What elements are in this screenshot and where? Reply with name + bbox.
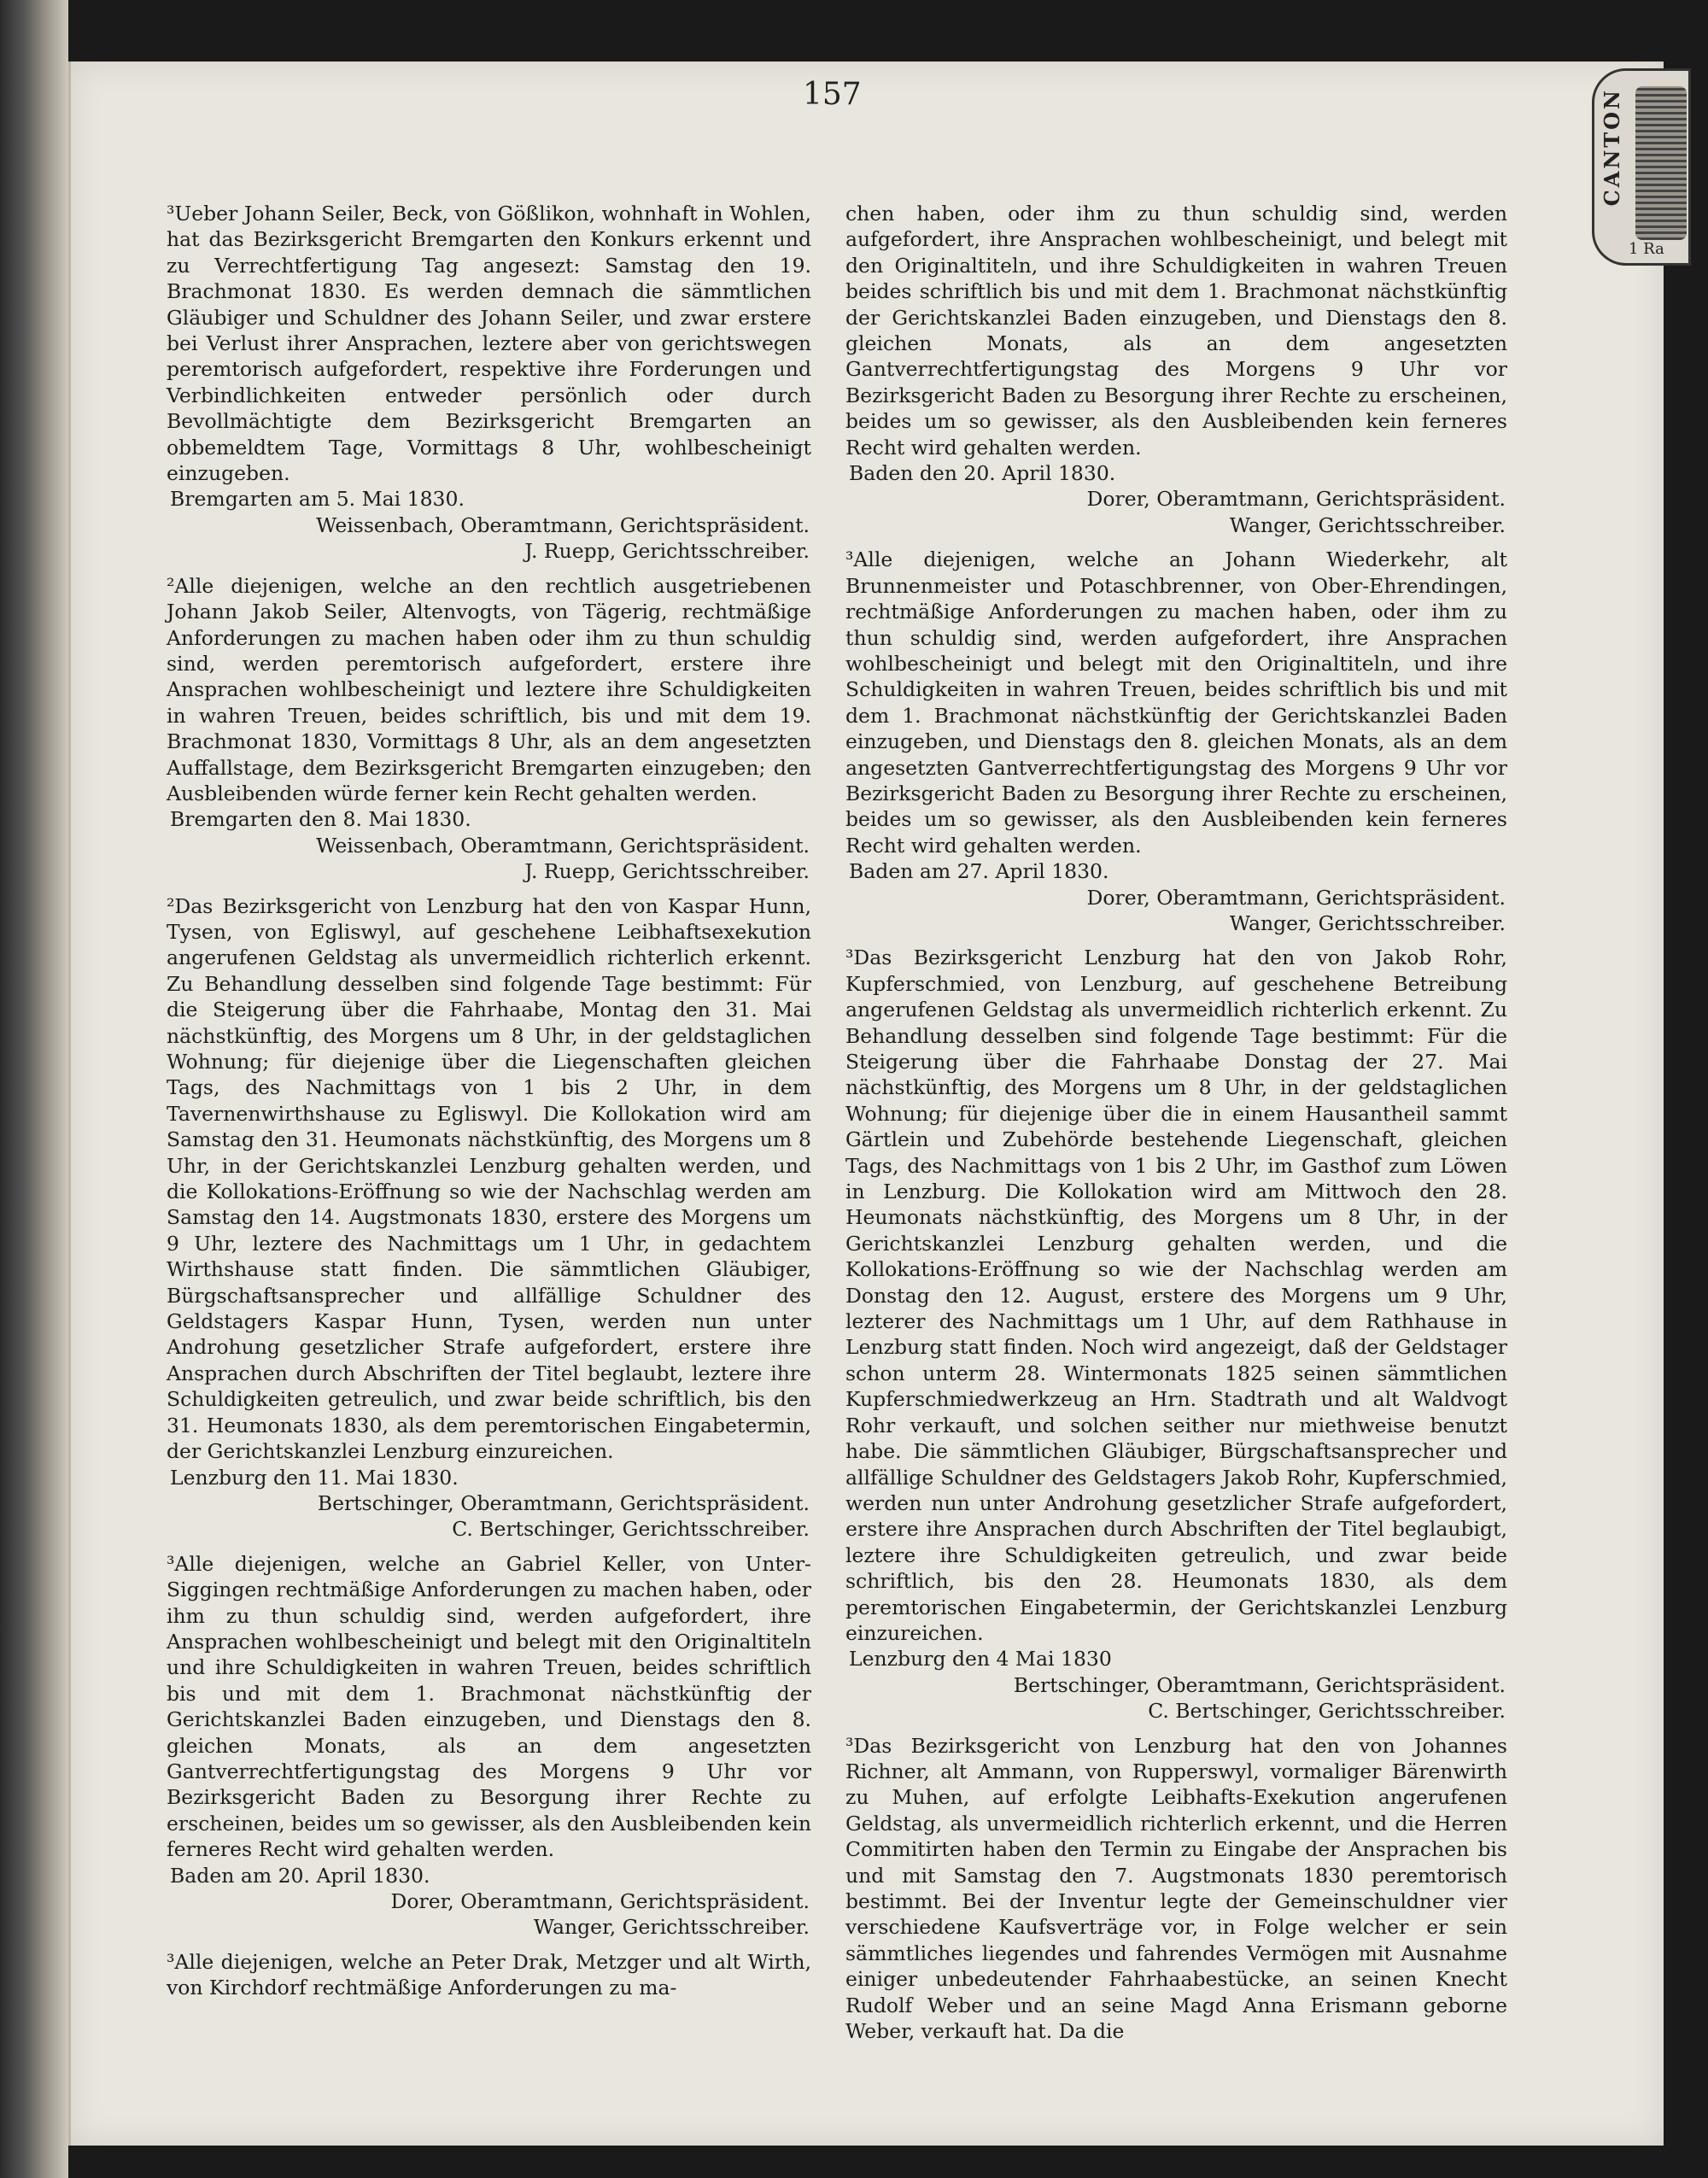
notice-signature-clerk: C. Bertschinger, Gerichtsschreiber. (1148, 1699, 1506, 1724)
notice-signature-president: Weissenbach, Oberamtmann, Gerichtspräsident. (316, 512, 810, 537)
notice-body: ³Ueber Johann Seiler, Beck, von Gößlikon, wohnhaft in Wohlen, hat das Bezirksgericht Bremgarten den Konkurs erkennt und zu Verrechtfertigung Tag angesezt: Samstag den 19. Brachmonat 1830. Es werden demnach die sämmtlichen Gläubiger und Schuldner des Johann Seiler, und zwar erstere bei Verlust ihrer Ansprachen, leztere aber von gerichtswegen peremtorisch aufgefordert, respektive ihre Forderungen und Verbindlichkeiten entweder persönlich oder durch Bevollmächtigte dem Bezirksgericht Bremgarten an obbemeldtem Tage, Vormittags 8 Uhr, wohlbescheinigt einzugeben. (167, 202, 811, 486)
right-column (845, 201, 1507, 2044)
crest-icon (1635, 86, 1687, 240)
book-gutter (0, 0, 68, 2178)
notice-signature-clerk: Wanger, Gerichtsschreiber. (1229, 512, 1506, 537)
notice-body: ³Das Bezirksgericht Lenzburg hat den von Jakob Rohr, Kupferschmied, von Lenzburg, auf geschehene Betreibung angerufenen Geldstag als unvermeidlich richterlich erkennt. Zu Behandlung desselben sind folgende Tage bestimmt: Für die Steigerung über die Fahrhaabe Donstag der 27. Mai nächstkünftig, des Morgens um 8 Uhr, in der geldstaglichen Wohnung; für diejenige über die in einem Hausantheil sammt Gärtlein und Zubehörde bestehende Liegenschaft, gleichen Tags, des Nachmittags von 1 bis 2 Uhr, im Gasthof zum Löwen in Lenzburg. Die Kollokation wird am Mittwoch den 28. Heumonats nächstkünftig, des Morgens um 8 Uhr, in der Gerichtskanzlei Lenzburg gehalten werden, und die Kollokations-Eröffnung so wie der Nachschlag werden am Donstag den 12. August, erstere des Morgens um 9 Uhr, lezterer des Nachmittags um 1 Uhr, auf dem Rathhause in Lenzburg statt finden. Noch wird angezeigt, daß der Geldstager schon unterm 28. Wintermonats 1825 seinen sämmtlichen Kupferschmiedwerkzeug an Hrn. Stadtrath und alt Waldvogt Rohr verkauft, und solchen seither nur miethweise benutzt habe. Die sämmtlichen Gläubiger, Bürgschaftsansprecher und allfällige Schuldner des Geldstagers Jakob Rohr, Kupferschmied, werden nun unter Androhung gesetzlicher Strafe aufgefordert, erstere ihre Ansprachen durch Abschriften der Titel beglaubigt, leztere ihre Schuldigkeiten getreulich, und zwar beide schriftlich, bis den 28. Heumonats 1830, als dem peremtorischen Eingabetermin, der Gerichtskanzlei Lenzburg einzureichen. (845, 946, 1507, 1645)
notice-body: ²Alle diejenigen, welche an den rechtlich ausgetriebenen Johann Jakob Seiler, Altenvogts, von Tägerig, rechtmäßige Anforderungen zu machen haben oder ihm zu thun schuldig sind, werden peremtorisch aufgefordert, erstere ihre Ansprachen wohlbescheinigt und leztere ihre Schuldigkeiten in wahren Treuen, beides schriftlich, bis und mit dem 19. Brachmonat 1830, Vormittags 8 Uhr, als an dem angesetzten Auffallstage, dem Bezirksgericht Bremgarten einzugeben; den Ausbleibenden würde ferner kein Recht gehalten werden. (167, 573, 811, 805)
notice-signature-clerk: J. Ruepp, Gerichtsschreiber. (524, 539, 810, 564)
notice-signature-president: Bertschinger, Oberamtmann, Gerichtspräsident. (317, 1490, 810, 1515)
notice-gabriel-keller (167, 1551, 811, 1941)
notice-seiler-konkurs (167, 201, 811, 565)
notice-johannes-richner (845, 1733, 1507, 2045)
notice-signature-clerk: Wanger, Gerichtsschreiber. (533, 1915, 810, 1940)
notice-jakob-rohr (845, 945, 1507, 1724)
notice-signature-president: Dorer, Oberamtmann, Gerichtspräsident. (1086, 487, 1506, 512)
notice-signature-president: Dorer, Oberamtmann, Gerichtspräsident. (390, 1889, 810, 1913)
notice-date: Bremgarten den 8. Mai 1830. (170, 807, 471, 832)
notice-body: chen haben, oder ihm zu thun schuldig sind, werden aufgefordert, ihre Ansprachen wohlbescheinigt, und belegt mit den Originaltiteln, und ihre Schuldigkeiten in wahren Treuen beides schriftlich bis und mit dem 1. Brachmonat nächstkünftig der Gerichtskanzlei Baden einzugeben, und Dienstags den 8. gleichen Monats, als an dem angesetzten Gantverrechtfertigungstag des Morgens 9 Uhr vor Bezirksgericht Baden zu Besorgung ihrer Rechte zu erscheinen, beides um so gewisser, als den Ausbleibenden kein ferneres Recht wird gehalten werden. (845, 202, 1507, 460)
notice-date: Bremgarten am 5. Mai 1830. (170, 487, 465, 512)
notice-signature-clerk: C. Bertschinger, Gerichtsschreiber. (452, 1517, 810, 1542)
notice-jakob-seiler (167, 573, 811, 885)
notice-signature-president: Dorer, Oberamtmann, Gerichtspräsident. (1086, 885, 1506, 910)
notice-peter-drak (167, 1949, 811, 2001)
notice-signature-clerk: Wanger, Gerichtsschreiber. (1229, 910, 1506, 935)
notice-signature-president: Bertschinger, Oberamtmann, Gerichtspräsident. (1013, 1672, 1506, 1697)
notice-date: Lenzburg den 11. Mai 1830. (170, 1465, 459, 1490)
notice-date: Baden am 20. April 1830. (170, 1863, 430, 1888)
notice-date: Lenzburg den 4 Mai 1830 (849, 1647, 1112, 1672)
notice-signature-president: Weissenbach, Oberamtmann, Gerichtspräsident. (316, 833, 810, 858)
notice-body: ³Alle diejenigen, welche an Peter Drak, Metzger und alt Wirth, von Kirchdorf rechtmäßige Anforderungen zu ma- (167, 1949, 811, 2000)
notice-body: ³Alle diejenigen, welche an Gabriel Keller, von Unter-Siggingen rechtmäßige Anforderungen zu machen haben, oder ihm zu thun schuldig sind, werden aufgefordert, ihre Ansprachen wohlbescheinigt und belegt mit den Originaltiteln und ihre Schuldigkeiten in wahren Treuen, beides schriftlich bis und mit dem 1. Brachmonat nächstkünftig der Gerichtskanzlei Baden einzugeben, und Dienstags den 8. gleichen Monats, als an dem angesetzten Gantverrechtfertigungstag des Morgens 9 Uhr vor Bezirksgericht Baden zu Besorgung ihrer Rechte zu erscheinen, beides um so gewisser, als den Ausbleibenden kein ferneres Recht wird gehalten werden. (167, 1551, 811, 1862)
notice-body: ³Das Bezirksgericht von Lenzburg hat den von Johannes Richner, alt Ammann, von Rupperswyl, vormaliger Bärenwirth zu Muhen, auf erfolgte Leibhafts-Exekution angerufenen Geldstag, als unvermeidlich richterlich erkennt, und die Herren Commitirten haben den Termin zu Eingabe der Ansprachen bis und mit Samstag den 7. Augstmonats 1830 peremtorisch bestimmt. Bei der Inventur legte der Gemeinschuldner vier verschiedene Kaufsverträge vor, in Folge welcher er sein sämmtliches liegendes und fahrendes Vermögen mit Ausnahme einiger unbedeutender Fahrhaabestücke, an seinen Knecht Rudolf Weber und an seine Magd Anna Erismann geborne Weber, verkauft hat. Da die (845, 1733, 1507, 2044)
notice-body: ³Alle diejenigen, welche an Johann Wiederkehr, alt Brunnenmeister und Potaschbrenner, von Ober-Ehrendingen, rechtmäßige Anforderungen zu machen haben, oder ihm zu thun schuldig sind, werden aufgefordert, ihre Ansprachen wohlbescheinigt und belegt mit den Originaltiteln, und ihre Schuldigkeiten in wahren Treuen, beides schriftlich bis und mit dem 1. Brachmonat nächstkünftig der Gerichtskanzlei Baden einzugeben, und Dienstags den 8. gleichen Monats, als an dem angesetzten Gantverrechtfertigungstag des Morgens 9 Uhr vor Bezirksgericht Baden zu Besorgung ihrer Rechte zu erscheinen, beides um so gewisser, als den Ausbleibenden kein ferneres Recht wird gehalten werden. (845, 547, 1507, 858)
left-column (167, 201, 811, 2001)
stamp-text: CANTON (1600, 88, 1624, 207)
notice-kaspar-hunn (167, 893, 811, 1543)
notice-signature-clerk: J. Ruepp, Gerichtsschreiber. (524, 859, 810, 884)
notice-johann-wiederkehr (845, 547, 1507, 936)
notice-date: Baden am 27. April 1830. (849, 859, 1109, 884)
notice-peter-drak-continued (845, 201, 1507, 538)
notice-date: Baden den 20. April 1830. (849, 461, 1116, 486)
notice-body: ²Das Bezirksgericht von Lenzburg hat den von Kaspar Hunn, Tysen, von Egliswyl, auf geschehene Leibhaftsexekution angerufenen Geldstag als unvermeidlich richterlich erkennt. Zu Behandlung desselben sind folgende Tage bestimmt: Für die Steigerung über die Fahrhaabe, Montag den 31. Mai nächstkünftig, des Morgens um 8 Uhr, in der geldstaglichen Wohnung; für diejenige über die Liegenschaften gleichen Tags, des Nachmittags von 1 bis 2 Uhr, in dem Tavernenwirthshause zu Egliswyl. Die Kollokation wird am Samstag den 31. Heumonats nächstkünftig, des Morgens um 8 Uhr, in der Gerichtskanzlei Lenzburg gehalten werden, und die Kollokations-Eröffnung so wie der Nachschlag werden am Samstag den 14. Augstmonats 1830, erstere des Morgens um 9 Uhr, leztere des Nachmittags um 1 Uhr, in gedachtem Wirthshause statt finden. Die sämmtlichen Gläubiger, Bürgschaftsansprecher und allfällige Schuldner des Geldstagers Kaspar Hunn, Tysen, werden nun unter Androhung gesetzlicher Strafe aufgefordert, erstere ihre Ansprachen durch Abschriften der Titel beglaubt, leztere ihre Schuldigkeiten getreulich, und zwar beide schriftlich, bis den 31. Heumonats 1830, als dem peremtorischen Eingabetermin, der Gerichtskanzlei Lenzburg einzureichen. (167, 893, 811, 1464)
library-stamp (1592, 68, 1691, 266)
page-number: 157 (803, 77, 862, 112)
stamp-sub: 1 Ra (1629, 240, 1664, 258)
